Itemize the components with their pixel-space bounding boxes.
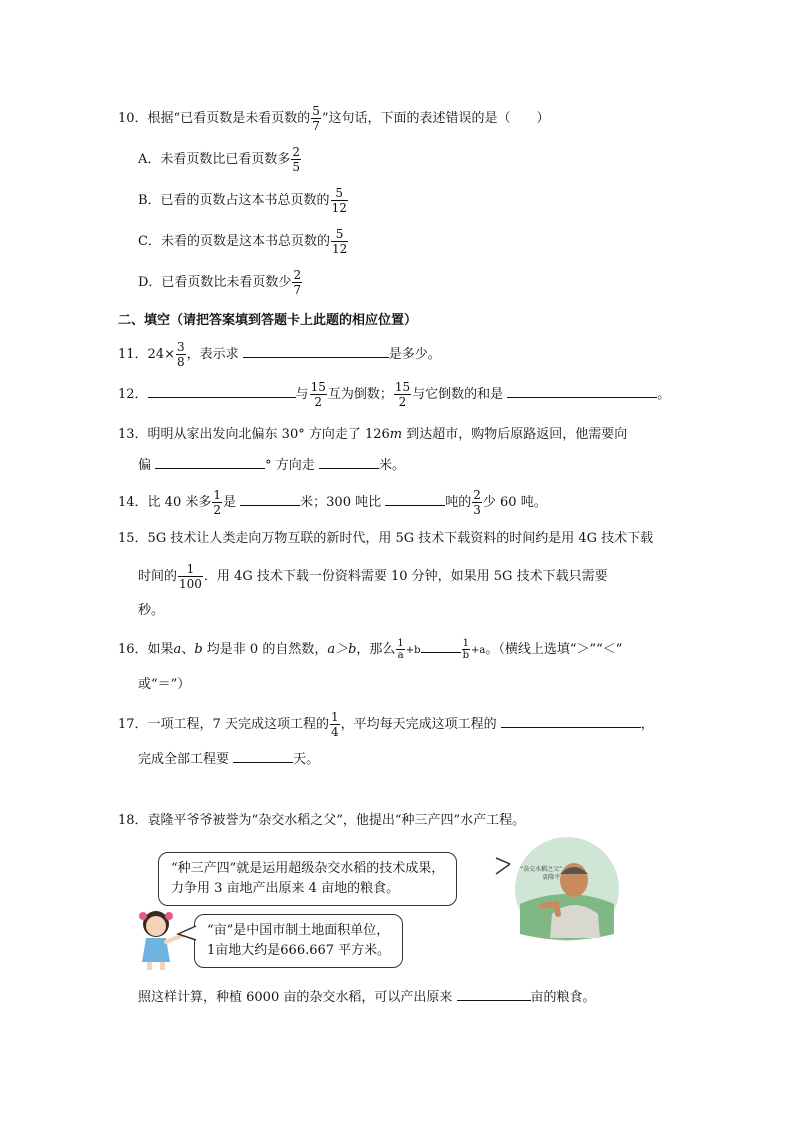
q10-option-d[interactable] [138, 268, 303, 297]
fraction [331, 227, 348, 256]
q13-text: ° 方向走 [265, 458, 315, 473]
fraction [310, 380, 327, 409]
fraction [311, 104, 321, 133]
comparison: a＞b [327, 642, 357, 657]
numerator: 2 [292, 145, 301, 159]
q16-text: 。（横线上选填“＞”“＜” [485, 642, 623, 657]
fraction [331, 186, 348, 215]
q17-text: 完成全部工程要 [138, 752, 230, 767]
bubble-line: “种三产四”就是运用超级杂交水稻的技术成果， [171, 861, 445, 876]
option-text: A．未看页数比已看页数多 [138, 152, 291, 167]
q10-option-b[interactable] [138, 186, 349, 215]
q17-text: 天。 [293, 752, 320, 767]
caption-line: 袁隆平 [542, 874, 561, 881]
q17-text: ， [640, 717, 654, 732]
var-a: a [173, 642, 182, 657]
denominator: 5 [292, 160, 301, 174]
denominator: 7 [293, 283, 302, 297]
q12-text-a: 12． [118, 387, 148, 402]
yuan-longping-portrait [512, 834, 622, 944]
q11-text-b: ，表示求 [186, 347, 239, 362]
fraction [330, 710, 340, 739]
q13-direction-blank[interactable] [155, 456, 265, 469]
q12-text-f: 。 [657, 387, 671, 402]
denominator: 12 [331, 242, 348, 256]
numerator: 5 [331, 227, 348, 242]
bubble-line: 力争用 3 亩地产出原来 4 亩地的粮食。 [171, 881, 400, 896]
denominator: 4 [330, 725, 339, 739]
q14-blank-2[interactable] [385, 493, 445, 506]
bubble-tail [470, 852, 510, 882]
q12-answer-blank-2[interactable] [507, 385, 657, 398]
q12 [118, 380, 670, 409]
q13-text: 偏 [138, 458, 152, 473]
bubble-line: 1亩地大约是666.667 平方米。 [207, 943, 391, 958]
q13-distance-blank[interactable] [319, 456, 379, 469]
option-text: B．已看的页数占这本书总页数的 [138, 193, 330, 208]
portrait-caption [520, 866, 562, 882]
q17-blank-2[interactable] [233, 750, 293, 763]
q10-stem-a: 10．根据“已看页数是未看页数的 [118, 111, 311, 126]
denominator: 2 [213, 503, 221, 517]
numerator: 15 [310, 380, 326, 394]
fraction [292, 268, 302, 297]
q10-option-a[interactable] [138, 145, 302, 174]
denominator: 3 [473, 503, 481, 517]
fraction [176, 340, 186, 369]
q17-line-1 [118, 710, 654, 739]
denominator: 2 [314, 395, 323, 409]
bubble-tail [176, 924, 198, 944]
q16-text: 16．如果 [118, 642, 174, 657]
q15-line-3: 秒。 [138, 603, 165, 618]
numerator: 2 [293, 268, 302, 282]
denominator: b [462, 650, 469, 661]
q15-line-2 [138, 562, 608, 591]
q13-text-b: 到达超市，购物后原路返回，他需要向 [402, 427, 628, 442]
bubble-line: “亩”是中国市制土地面积单位， [207, 923, 390, 938]
option-text: D．已看页数比未看页数少 [138, 275, 292, 290]
q18-stem: 18．袁隆平爷爷被誉为“杂交水稻之父”，他提出“种三产四”水产工程。 [118, 813, 526, 828]
q13-text: 米。 [378, 458, 405, 473]
q18-answer-blank[interactable] [457, 988, 531, 1001]
q15-text: ．用 4G 技术下载一份资料需要 10 分钟，如果用 5G 技术下载只需要 [203, 569, 608, 584]
fraction [396, 638, 404, 661]
q12-text-b: 与 [295, 387, 309, 402]
numerator: 1 [330, 710, 339, 724]
q16-text: 均是非 0 的自然数， [202, 642, 328, 657]
q14-text: 少 60 吨。 [482, 495, 547, 510]
q17-text: 17．一项工程，7 天完成这项工程的 [118, 717, 329, 732]
option-text: C．未看的页数是这本书总页数的 [138, 234, 330, 249]
q17-line-2 [138, 750, 319, 769]
numerator: 15 [394, 380, 411, 394]
numerator: 1 [462, 638, 469, 649]
unit-m: m [389, 427, 403, 442]
q10-stem-b: ”这句话，下面的表述错误的是（ ） [321, 111, 550, 126]
q14 [118, 488, 547, 517]
numerator: 5 [312, 104, 320, 118]
q14-blank-1[interactable] [240, 493, 300, 506]
speech-bubble-yuan [158, 852, 457, 906]
q10-option-c[interactable] [138, 227, 349, 256]
speech-bubble-girl [194, 914, 403, 968]
caption-line: “杂交水稻之父” [520, 866, 563, 873]
q14-text: 吨的 [445, 495, 472, 510]
q10-stem [118, 104, 550, 133]
q18-text: 亩的粮食。 [530, 990, 596, 1005]
fraction [472, 488, 482, 517]
plus-term: +a [470, 645, 486, 656]
numerator: 1 [213, 488, 221, 502]
fraction [394, 380, 411, 409]
q17-blank-1[interactable] [501, 715, 641, 728]
numerator: 1 [397, 638, 404, 649]
q16-line-2: 或“＝”） [138, 677, 191, 692]
q13-line-2 [138, 456, 405, 475]
q13-line-1 [118, 426, 627, 444]
q18-text: 照这样计算，种植 6000 亩的杂交水稻，可以产出原来 [138, 990, 453, 1005]
q16-line-1 [118, 638, 622, 661]
var-b: b [194, 642, 203, 657]
q11-text-a: 11．24× [118, 347, 175, 362]
q16-text: ，那么 [356, 642, 396, 657]
section-heading: 二、填空（请把答案填到答题卡上此题的相应位置） [118, 313, 418, 328]
denominator: a [397, 650, 404, 661]
q12-answer-blank-1[interactable] [148, 385, 296, 398]
denominator: 8 [176, 355, 185, 369]
q16-compare-blank[interactable] [421, 640, 461, 653]
q18-final [138, 988, 596, 1007]
q11-text-c: 是多少。 [388, 347, 441, 362]
fraction [212, 488, 222, 517]
plus-term: +b [405, 645, 421, 656]
numerator: 1 [178, 562, 203, 577]
q11-answer-blank[interactable] [243, 345, 389, 358]
q16-text: 、 [181, 642, 195, 657]
fraction [178, 562, 203, 591]
q12-text-e: 与它倒数的和是 [412, 387, 504, 402]
denominator: 7 [312, 119, 320, 133]
denominator: 12 [331, 201, 347, 215]
fraction [462, 638, 470, 661]
fraction [291, 145, 301, 174]
denominator: 100 [179, 577, 202, 591]
q11 [118, 340, 441, 369]
q15-line-1: 15．5G 技术让人类走向万物互联的新时代，用 5G 技术下载资料的时间约是用 4G 技术下载 [118, 531, 654, 546]
denominator: 2 [398, 395, 407, 409]
numerator: 2 [473, 488, 481, 502]
q14-text: 是 [223, 495, 237, 510]
q17-text: ，平均每天完成这项工程的 [340, 717, 497, 732]
numerator: 5 [331, 186, 348, 201]
q15-text: 时间的 [138, 569, 178, 584]
q12-text-c: 互为倒数； [327, 387, 393, 402]
numerator: 3 [176, 340, 185, 354]
q14-text: 14．比 40 米多 [118, 495, 212, 510]
q14-text: 米；300 吨比 [300, 495, 382, 510]
q13-text: 13．明明从家出发向北偏东 30° 方向走了 126 [118, 427, 390, 442]
